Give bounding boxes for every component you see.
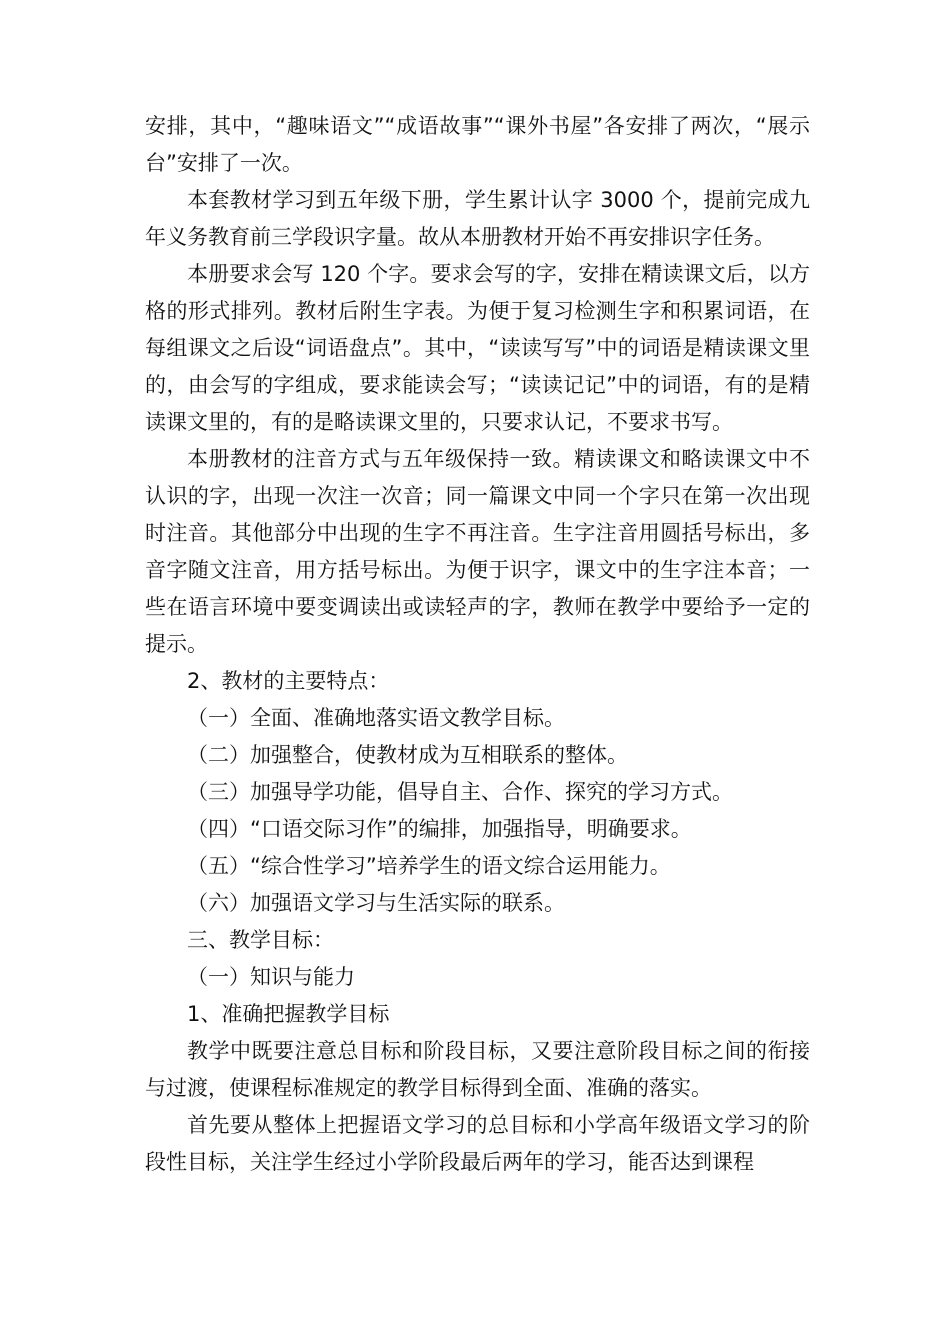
feature-item: （一）全面、准确地落实语文教学目标。 [187,706,565,730]
paragraph-goal-transition: 教学中既要注意总目标和阶段目标，又要注意阶段目标之间的衔接与过渡，使课程标准规定的教学目标得到全面、准确的落实。 [145,1039,810,1100]
feature-item: （五）“综合性学习”培养学生的语文综合运用能力。 [187,854,671,878]
feature-item: （二）加强整合，使教材成为互相联系的整体。 [187,743,628,767]
paragraph-phonetic-notation: 本册教材的注音方式与五年级保持一致。精读课文和略读课文中不认识的字，出现一次注一次音；同一篇课文中同一个字只在第一次出现时注音。其他部分中出现的生字不再注音。生字注音用圆括号标出，多音字随文注音，用方括号标出。为便于识字，课文中的生字注本音；一些在语言环境中要变调读出或读轻声的字，教师在教学中要给予一定的提示。 [145,447,810,656]
paragraph-arrangement: 安排，其中，“趣味语文”“成语故事”“课外书屋”各安排了两次，“展示台”安排了一次。 [145,114,810,175]
paragraph-overall-goal: 首先要从整体上把握语文学习的总目标和小学高年级语文学习的阶段性目标，关注学生经过小学阶段最后两年的学习，能否达到课程 [145,1113,810,1174]
feature-item: （六）加强语文学习与生活实际的联系。 [187,891,565,915]
document-page [145,108,810,1181]
paragraph-literacy: 本套教材学习到五年级下册，学生累计认字 3000 个，提前完成九年义务教育前三学段识字量。故从本册教材开始不再安排识字任务。 [145,188,810,249]
feature-item: （三）加强导学功能，倡导自主、合作、探究的学习方式。 [187,780,733,804]
subsection-heading: （一）知识与能力 [187,965,355,989]
paragraph-writing-requirements: 本册要求会写 120 个字。要求会写的字，安排在精读课文后，以方格的形式排列。教材后附生字表。为便于复习检测生字和积累词语，在每组课文之后设“词语盘点”。其中，“读读写写”中的词语是精读课文里的，由会写的字组成，要求能读会写；“读读记记”中的词语，有的是精读课文里的，有的是略读课文里的，只要求认记，不要求书写。 [145,262,810,434]
point-heading: 1、准确把握教学目标 [187,1002,390,1026]
feature-item: （四）“口语交际习作”的编排，加强指导，明确要求。 [187,817,692,841]
features-heading: 2、教材的主要特点： [187,669,390,693]
section-heading: 三、教学目标： [187,928,334,952]
